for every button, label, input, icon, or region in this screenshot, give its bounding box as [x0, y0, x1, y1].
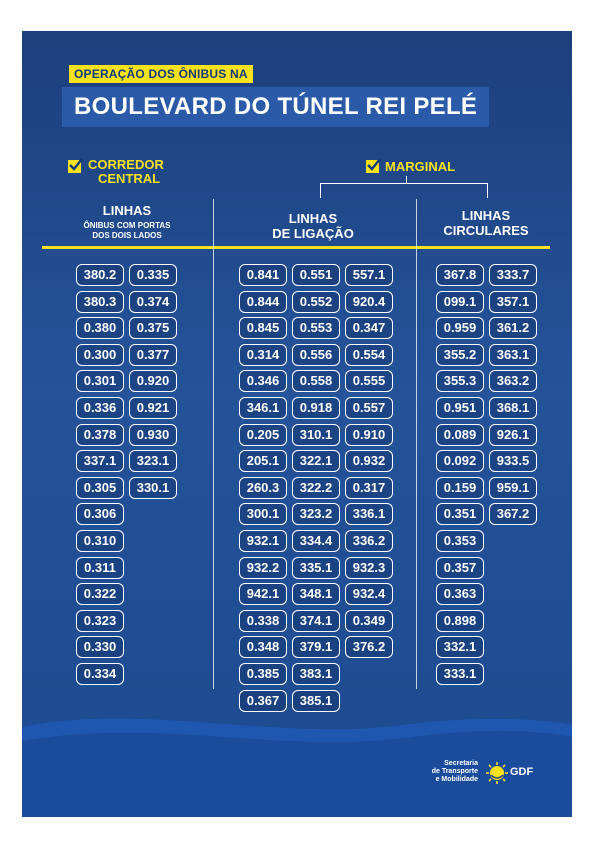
- line-number-pill: 380.3: [76, 291, 124, 313]
- category-corredor-central: [88, 158, 164, 186]
- column-divider: [416, 199, 417, 689]
- secretaria-line: Secretaria: [444, 760, 478, 767]
- line-number-pill: 0.367: [239, 690, 287, 712]
- line-number-pill: 0.338: [239, 610, 287, 632]
- line-number-pill: 0.335: [129, 264, 177, 286]
- line-number-pill: 330.1: [129, 477, 177, 499]
- column-header-circulares: [418, 208, 554, 238]
- line-number-pill: 322.1: [292, 450, 340, 472]
- line-number-pill: 0.363: [436, 583, 484, 605]
- line-number-pill: 355.3: [436, 370, 484, 392]
- line-number-pill: 926.1: [489, 424, 537, 446]
- column-divider: [213, 199, 214, 689]
- column-header-ligacao: [248, 211, 378, 241]
- line-number-pill: 0.306: [76, 503, 124, 525]
- line-number-pill: 0.346: [239, 370, 287, 392]
- line-number-pill: 0.205: [239, 424, 287, 446]
- line-number-pill: 383.1: [292, 663, 340, 685]
- header-divider: [42, 246, 550, 249]
- line-number-pill: 332.1: [436, 636, 484, 658]
- line-number-pill: 260.3: [239, 477, 287, 499]
- line-number-pill: 333.7: [489, 264, 537, 286]
- line-number-pill: 367.2: [489, 503, 537, 525]
- column-title: LINHAS: [461, 208, 511, 223]
- line-number-pill: 0.553: [292, 317, 340, 339]
- line-number-pill: 323.1: [129, 450, 177, 472]
- column-subtitle: DOS DOIS LADOS: [92, 231, 162, 240]
- line-number-pill: 0.330: [76, 636, 124, 658]
- category-label-line: CORREDOR: [88, 157, 164, 172]
- line-number-pill: 334.4: [292, 530, 340, 552]
- line-number-pill: 0.159: [436, 477, 484, 499]
- line-number-pill: 346.1: [239, 397, 287, 419]
- sun-icon: [485, 761, 509, 785]
- line-number-pill: 0.092: [436, 450, 484, 472]
- subtitle-banner: OPERAÇÃO DOS ÔNIBUS NA: [69, 65, 253, 83]
- line-number-pill: 0.089: [436, 424, 484, 446]
- column-title: LINHAS: [288, 211, 338, 226]
- line-number-pill: 0.385: [239, 663, 287, 685]
- column-subtitle: ÔNIBUS COM PORTAS: [83, 221, 171, 230]
- line-number-pill: 333.1: [436, 663, 484, 685]
- line-number-pill: 300.1: [239, 503, 287, 525]
- line-number-pill: 0.921: [129, 397, 177, 419]
- line-number-pill: 205.1: [239, 450, 287, 472]
- line-number-pill: 0.305: [76, 477, 124, 499]
- page-title: BOULEVARD DO TÚNEL REI PELÉ: [62, 87, 489, 127]
- line-number-pill: 336.1: [345, 503, 393, 525]
- line-number-pill: 932.4: [345, 583, 393, 605]
- line-number-pill: 0.322: [76, 583, 124, 605]
- line-number-pill: 322.2: [292, 477, 340, 499]
- line-number-pill: 361.2: [489, 317, 537, 339]
- column-title: LINHAS: [102, 203, 152, 218]
- line-number-pill: 0.347: [345, 317, 393, 339]
- line-number-pill: 379.1: [292, 636, 340, 658]
- line-number-pill: 0.348: [239, 636, 287, 658]
- line-number-pill: 0.375: [129, 317, 177, 339]
- line-number-pill: 0.557: [345, 397, 393, 419]
- line-number-pill: 0.311: [76, 557, 124, 579]
- line-number-pill: 335.1: [292, 557, 340, 579]
- line-number-pill: 0.898: [436, 610, 484, 632]
- line-number-pill: 0.314: [239, 344, 287, 366]
- line-number-pill: 959.1: [489, 477, 537, 499]
- secretaria-line: de Transporte: [431, 768, 478, 775]
- column-header-linhas: [52, 203, 202, 241]
- check-icon: [68, 160, 81, 173]
- line-number-pill: 355.2: [436, 344, 484, 366]
- line-number-pill: 099.1: [436, 291, 484, 313]
- line-number-pill: 0.349: [345, 610, 393, 632]
- line-number-pill: 932.1: [239, 530, 287, 552]
- line-number-pill: 0.920: [129, 370, 177, 392]
- line-number-pill: 0.301: [76, 370, 124, 392]
- line-number-pill: 310.1: [292, 424, 340, 446]
- column-title: DE LIGAÇÃO: [272, 226, 354, 241]
- poster: [22, 31, 572, 817]
- line-number-pill: 0.556: [292, 344, 340, 366]
- line-number-pill: 932.2: [239, 557, 287, 579]
- line-number-pill: 0.845: [239, 317, 287, 339]
- line-number-pill: 0.841: [239, 264, 287, 286]
- line-number-pill: 557.1: [345, 264, 393, 286]
- line-number-pill: 0.323: [76, 610, 124, 632]
- line-number-pill: 0.552: [292, 291, 340, 313]
- line-number-pill: 336.2: [345, 530, 393, 552]
- line-number-pill: 348.1: [292, 583, 340, 605]
- line-number-pill: 0.551: [292, 264, 340, 286]
- category-label-line: CENTRAL: [98, 171, 161, 186]
- marginal-bracket: [320, 183, 488, 198]
- line-number-pill: 357.1: [489, 291, 537, 313]
- line-number-pill: 0.844: [239, 291, 287, 313]
- secretaria-line: e Mobilidade: [435, 776, 478, 783]
- line-number-pill: 0.334: [76, 663, 124, 685]
- category-marginal: MARGINAL: [385, 159, 456, 174]
- marginal-bracket-stem: [406, 176, 407, 183]
- line-number-pill: 0.959: [436, 317, 484, 339]
- line-number-pill: 0.377: [129, 344, 177, 366]
- line-number-pill: 0.336: [76, 397, 124, 419]
- line-number-pill: 0.378: [76, 424, 124, 446]
- line-number-pill: 0.554: [345, 344, 393, 366]
- line-number-pill: 374.1: [292, 610, 340, 632]
- line-number-pill: 0.932: [345, 450, 393, 472]
- line-number-pill: 363.2: [489, 370, 537, 392]
- line-number-pill: 363.1: [489, 344, 537, 366]
- line-number-pill: 0.555: [345, 370, 393, 392]
- line-number-pill: 932.3: [345, 557, 393, 579]
- line-number-pill: 376.2: [345, 636, 393, 658]
- line-number-pill: 367.8: [436, 264, 484, 286]
- line-number-pill: 0.300: [76, 344, 124, 366]
- line-number-pill: 920.4: [345, 291, 393, 313]
- line-number-pill: 368.1: [489, 397, 537, 419]
- line-number-pill: 0.353: [436, 530, 484, 552]
- line-number-pill: 0.951: [436, 397, 484, 419]
- line-number-pill: 0.317: [345, 477, 393, 499]
- line-number-pill: 0.374: [129, 291, 177, 313]
- line-number-pill: 0.930: [129, 424, 177, 446]
- line-number-pill: 942.1: [239, 583, 287, 605]
- line-number-pill: 0.558: [292, 370, 340, 392]
- line-number-pill: 0.918: [292, 397, 340, 419]
- line-number-pill: 323.2: [292, 503, 340, 525]
- line-number-pill: 337.1: [76, 450, 124, 472]
- line-number-pill: 0.380: [76, 317, 124, 339]
- line-number-pill: 385.1: [292, 690, 340, 712]
- check-icon: [366, 160, 379, 173]
- line-number-pill: 0.357: [436, 557, 484, 579]
- gdf-logo-text: GDF: [510, 766, 534, 778]
- column-title: CIRCULARES: [443, 223, 529, 238]
- line-number-pill: 933.5: [489, 450, 537, 472]
- line-number-pill: 0.351: [436, 503, 484, 525]
- line-number-pill: 0.910: [345, 424, 393, 446]
- secretaria-logo-text: [400, 760, 478, 784]
- line-number-pill: 380.2: [76, 264, 124, 286]
- line-number-pill: 0.310: [76, 530, 124, 552]
